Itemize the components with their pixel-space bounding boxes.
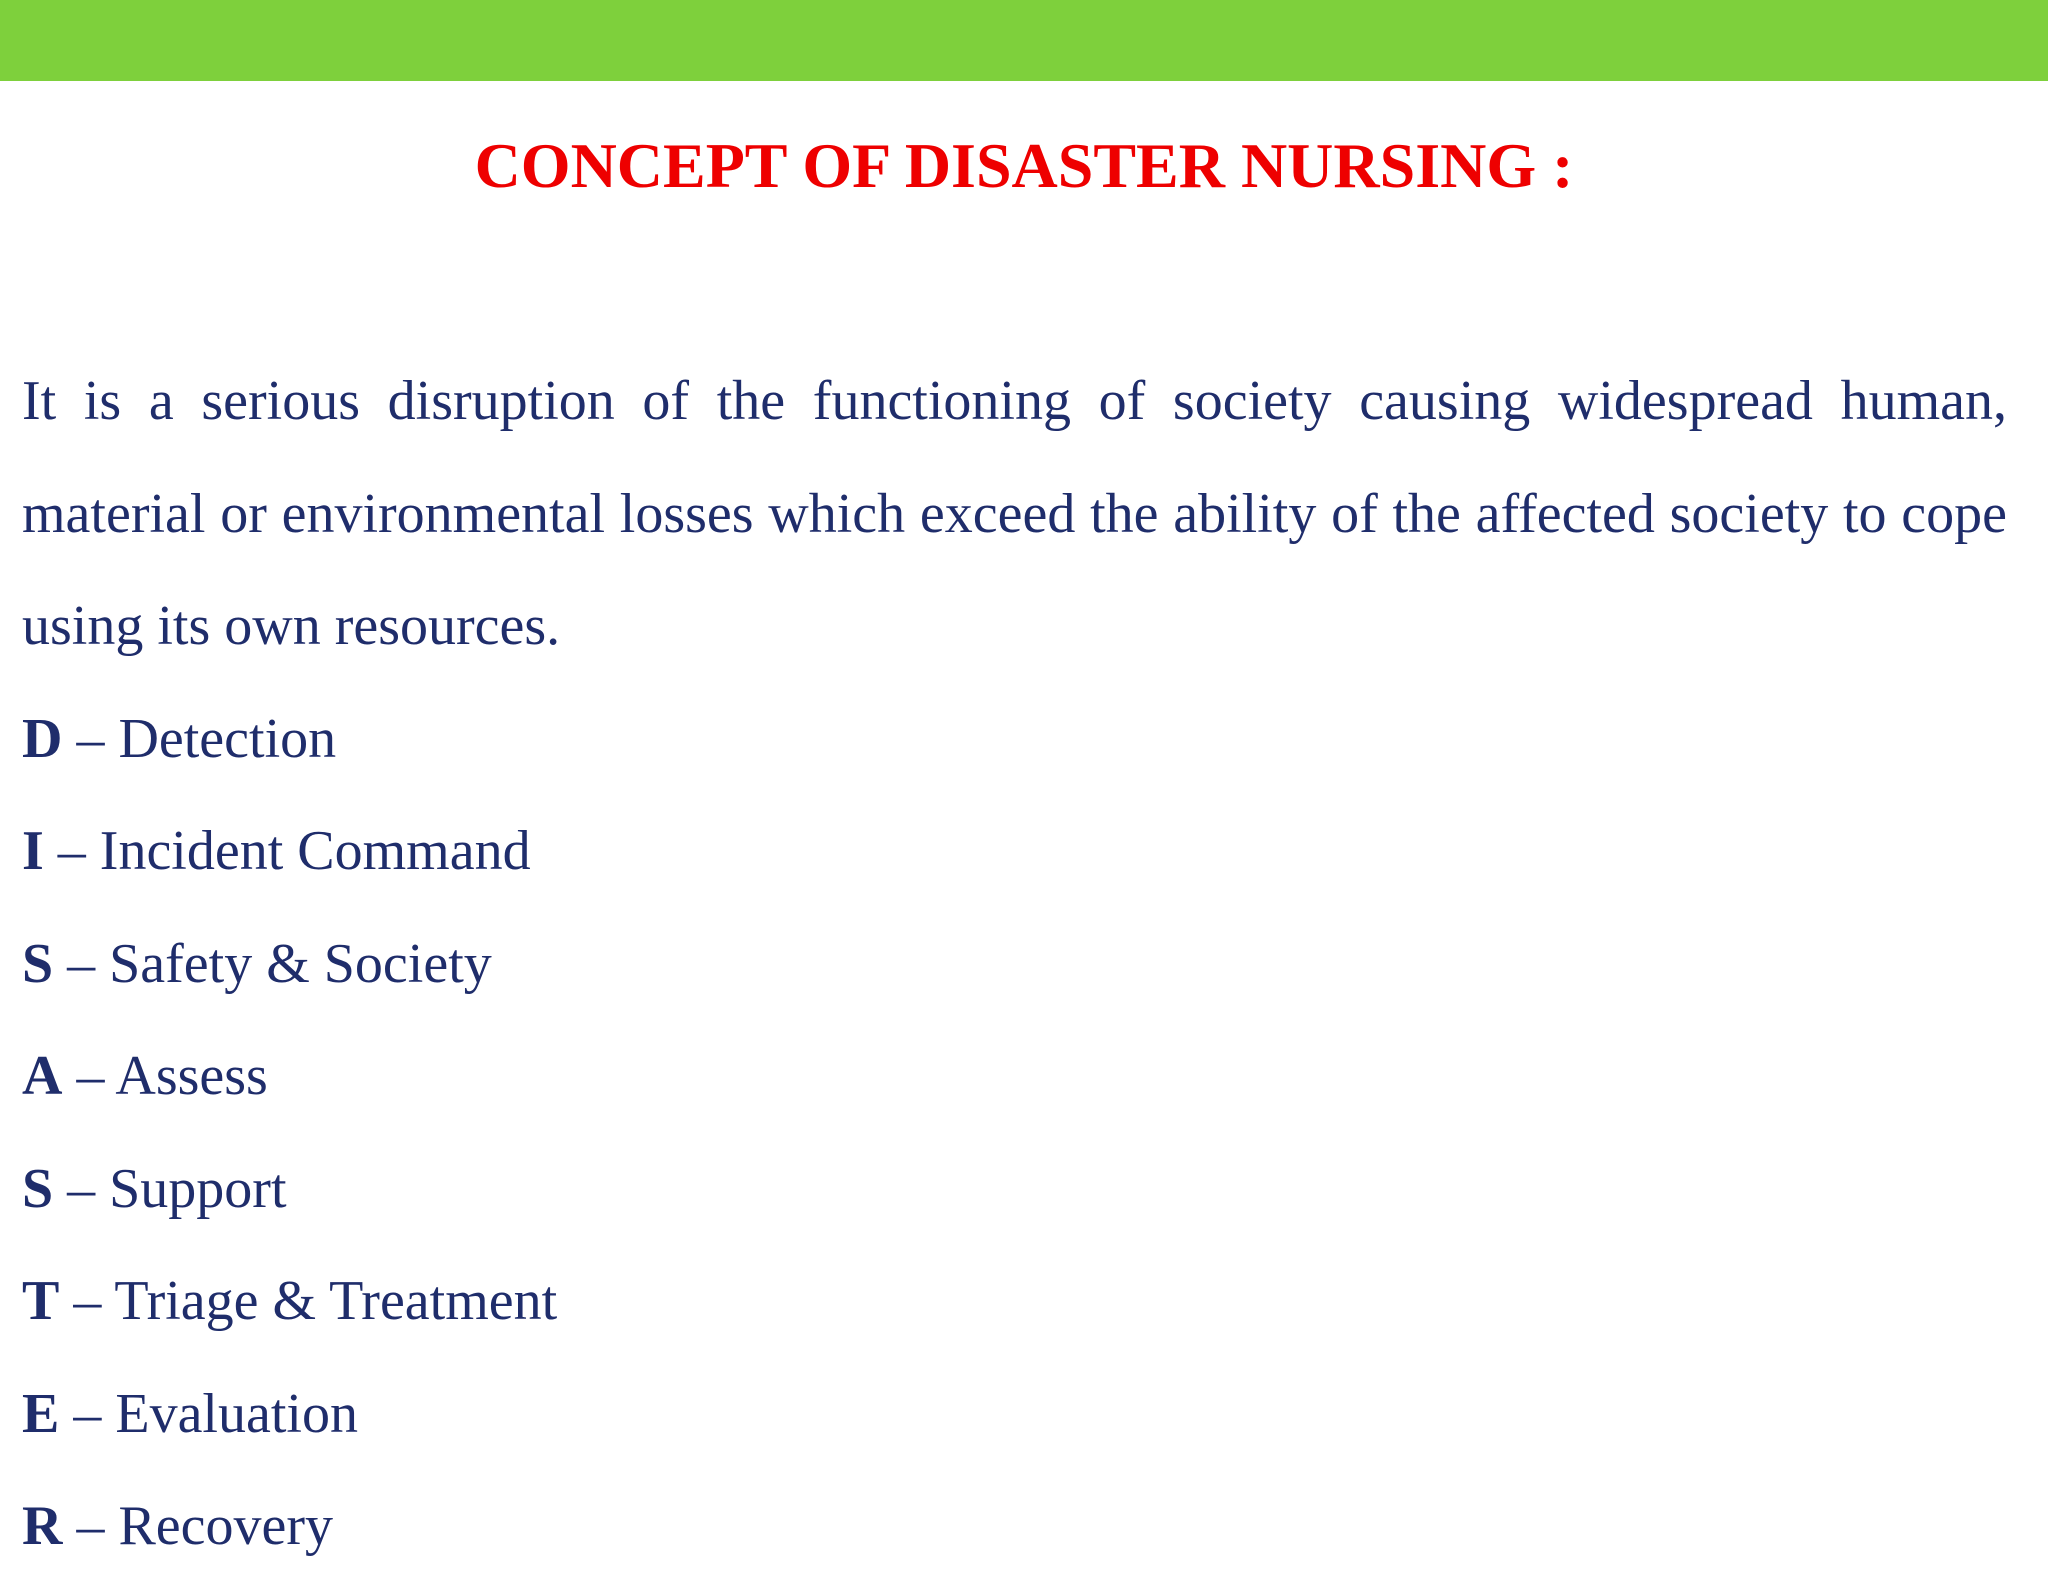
- acronym-letter: S: [22, 1157, 54, 1220]
- acronym-item: [22, 683, 2007, 796]
- acronym-item: [22, 795, 2007, 908]
- acronym-item: [22, 1470, 2007, 1583]
- acronym-meaning: Triage & Treatment: [114, 1270, 558, 1332]
- acronym-letter: E: [22, 1382, 60, 1445]
- acronym-separator: –: [62, 707, 119, 770]
- acronym-separator: –: [62, 1045, 116, 1107]
- acronym-item: [22, 1133, 2007, 1246]
- acronym-item: [22, 1245, 2007, 1358]
- acronym-separator: –: [53, 1157, 110, 1220]
- acronym-item: [22, 1358, 2007, 1471]
- acronym-meaning: Recovery: [118, 1495, 334, 1557]
- acronym-separator: –: [53, 932, 110, 995]
- slide-body: [22, 345, 2007, 1583]
- acronym-meaning: Detection: [118, 707, 337, 770]
- acronym-meaning: Support: [109, 1157, 287, 1220]
- acronym-letter: S: [22, 932, 54, 995]
- acronym-letter: D: [22, 707, 63, 770]
- acronym-letter: I: [22, 820, 44, 882]
- slide-title: CONCEPT OF DISASTER NURSING :: [474, 130, 1574, 201]
- acronym-meaning: Assess: [115, 1045, 268, 1107]
- acronym-item: [22, 1020, 2007, 1133]
- acronym-separator: –: [43, 820, 100, 882]
- acronym-letter: R: [22, 1495, 63, 1557]
- acronym-meaning: Evaluation: [115, 1382, 358, 1445]
- header-bar: [0, 0, 2048, 81]
- definition-paragraph: It is a serious disruption of the functioning of society causing widespread human, material or environmental losses which exceed the ability of the affected society to cope using its own resources.: [22, 370, 2007, 657]
- acronym-separator: –: [62, 1495, 119, 1557]
- acronym-list: [22, 683, 2007, 1583]
- acronym-letter: A: [22, 1045, 63, 1107]
- acronym-letter: T: [22, 1270, 60, 1332]
- acronym-meaning: Safety & Society: [109, 932, 492, 995]
- acronym-meaning: Incident Command: [99, 820, 531, 882]
- acronym-item: [22, 908, 2007, 1021]
- acronym-separator: –: [59, 1270, 115, 1332]
- acronym-separator: –: [59, 1382, 116, 1445]
